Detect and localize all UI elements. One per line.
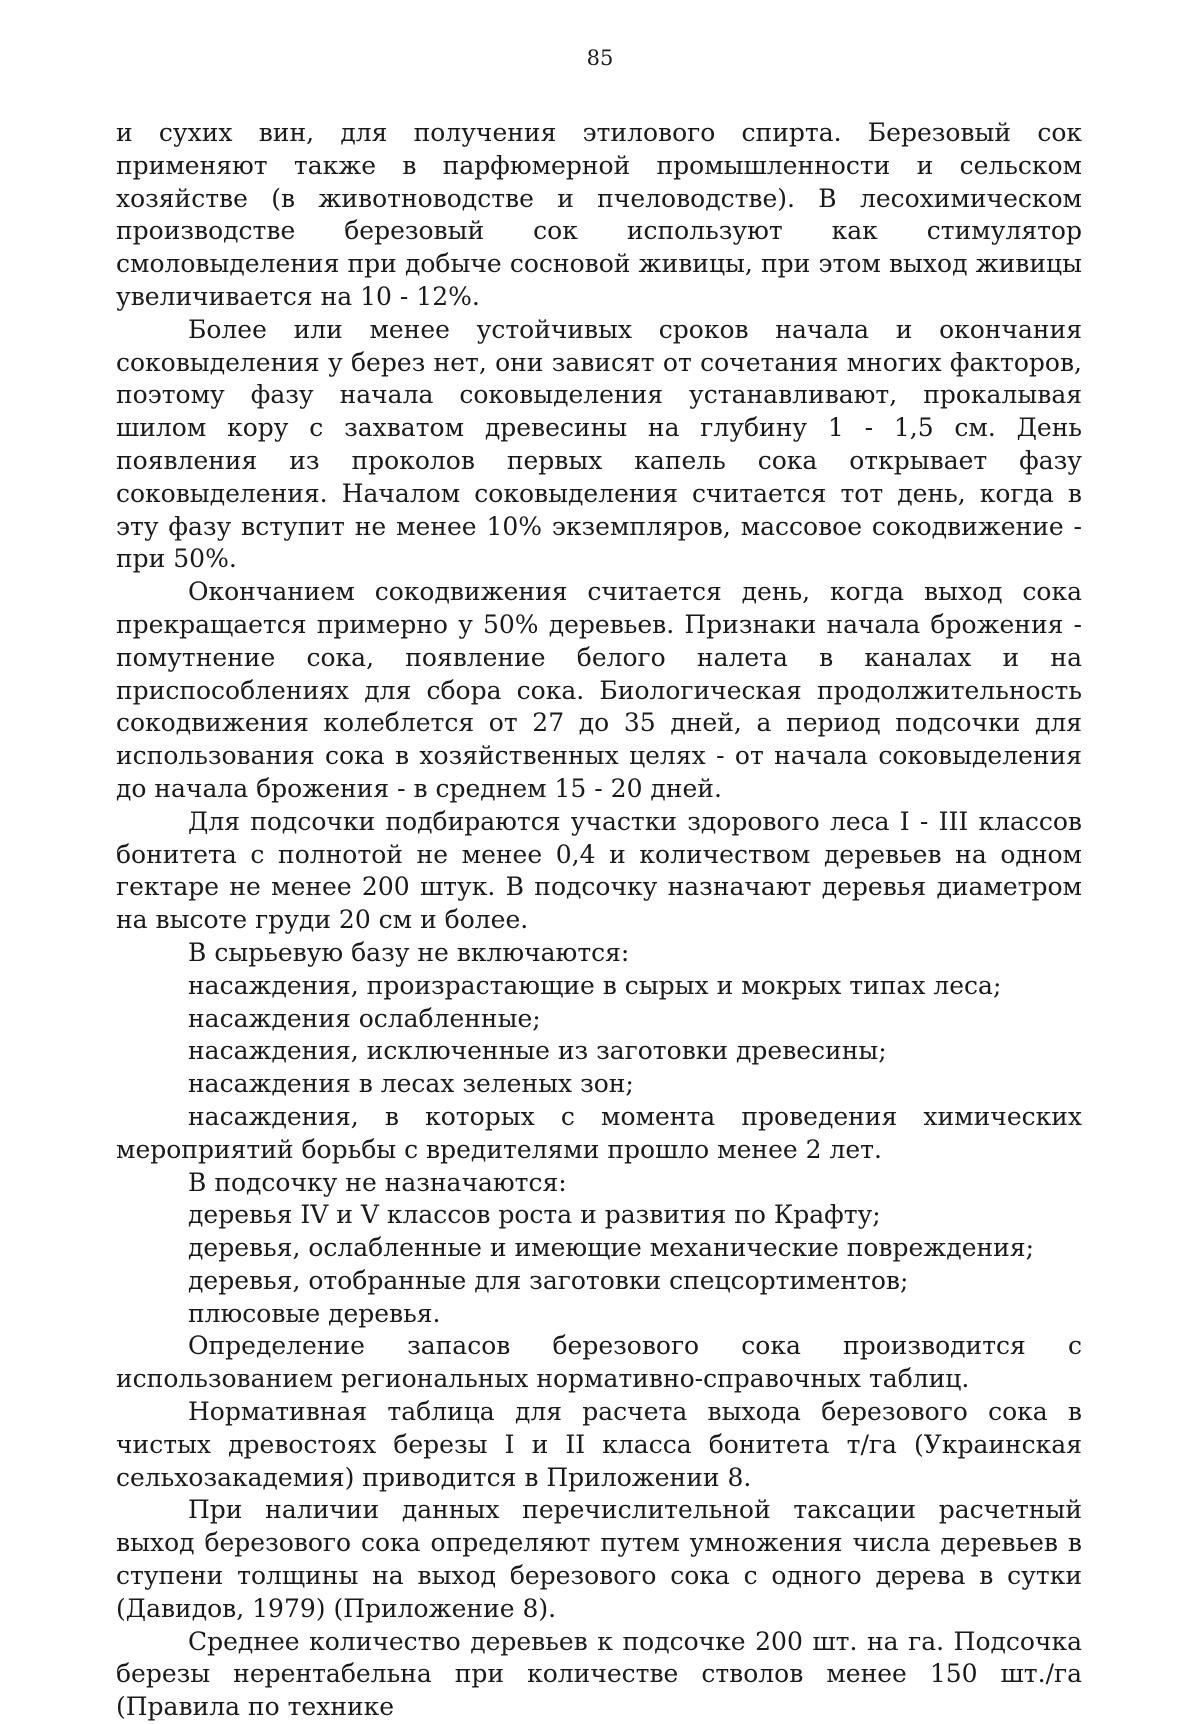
list-item: насаждения, исключенные из заготовки древесины; [188, 1036, 887, 1066]
list-item: насаждения, произрастающие в сырых и мокрых типах леса; [188, 970, 1002, 1000]
paragraph-site-selection: Для подсочки подбираются участки здорового леса I - III классов бонитета с полнотой не менее 0,4 и количеством деревьев на одном гектаре не менее 200 штук. В подсочку назначают деревья диаметром на высоте груди 20 см и более. [116, 806, 1082, 935]
list-item: деревья IV и V классов роста и развития по Крафту; [188, 1200, 881, 1230]
paragraph-sap-flow-end: Окончанием сокодвижения считается день, когда выход сока прекращается примерно у 50% деревьев. Признаки начала брожения - помутнение сока, появление белого налета в каналах и на приспособлениях для сбора сока. Биологическая продолжительность сокодвижения колеблется от 27 до 35 дней, а период подсочки для использования сока в хозяйственных целях - от начала соковыделения до начала брожения - в среднем 15 - 20 дней. [116, 577, 1082, 803]
list-item: деревья, ослабленные и имеющие механические повреждения; [188, 1233, 1035, 1263]
list-item: насаждения, в которых с момента проведения химических мероприятий борьбы с вредителями прошло менее 2 лет. [116, 1101, 1082, 1164]
paragraph-calculation: При наличии данных перечислительной таксации расчетный выход березового сока определяют путем умножения числа деревьев в ступени толщины на выход березового сока с одного дерева в сутки (Давидов, 1979) (Приложение 8). [116, 1495, 1082, 1623]
list-item: насаждения ослабленные; [188, 1003, 541, 1033]
paragraph-normative-table: Нормативная таблица для расчета выхода березового сока в чистых древостоях березы I и II класса бонитета т/га (Украинская сельхозакадемия) приводится в Приложении 8. [116, 1397, 1082, 1492]
paragraph-sap-flow-timing: Более или менее устойчивых сроков начала и окончания соковыделения у берез нет, они зависят от сочетания многих факторов, поэтому фазу начала соковыделения устанавливают, прокалывая шилом кору с захватом древесины на глубину 1 - 1,5 см. День появления из проколов первых капель сока открывает фазу соковыделения. Началом соковыделения считается тот день, когда в эту фазу вступит не менее 10% экземпляров, массовое сокодвижение - при 50%. [116, 314, 1082, 574]
list-item: плюсовые деревья. [188, 1298, 441, 1328]
paragraph-reserves: Определение запасов березового сока производится с использованием региональных нормативно-справочных таблиц. [116, 1331, 1082, 1394]
paragraph-continuation: и сухих вин, для получения этилового спирта. Березовый сок применяют также в парфюмерной промышленности и сельском хозяйстве (в животноводстве и пчеловодстве). В лесохимическом производстве березовый сок используют как стимулятор смоловыделения при добыче сосновой живицы, при этом выход живицы увеличивается на 10 - 12%. [116, 118, 1082, 311]
page-body [116, 117, 1082, 1724]
list-item: насаждения в лесах зеленых зон; [188, 1069, 634, 1099]
list-heading-excluded: В сырьевую базу не включаются: [188, 937, 630, 967]
list-item: деревья, отобранные для заготовки спецсортиментов; [188, 1265, 909, 1295]
list-heading-not-assigned: В подсочку не назначаются: [188, 1167, 567, 1197]
page-number: 85 [586, 46, 614, 70]
paragraph-average-trees: Среднее количество деревьев к подсочке 200 шт. на га. Подсочка березы нерентабельна при количестве стволов менее 150 шт./га (Правила по технике [116, 1626, 1082, 1722]
